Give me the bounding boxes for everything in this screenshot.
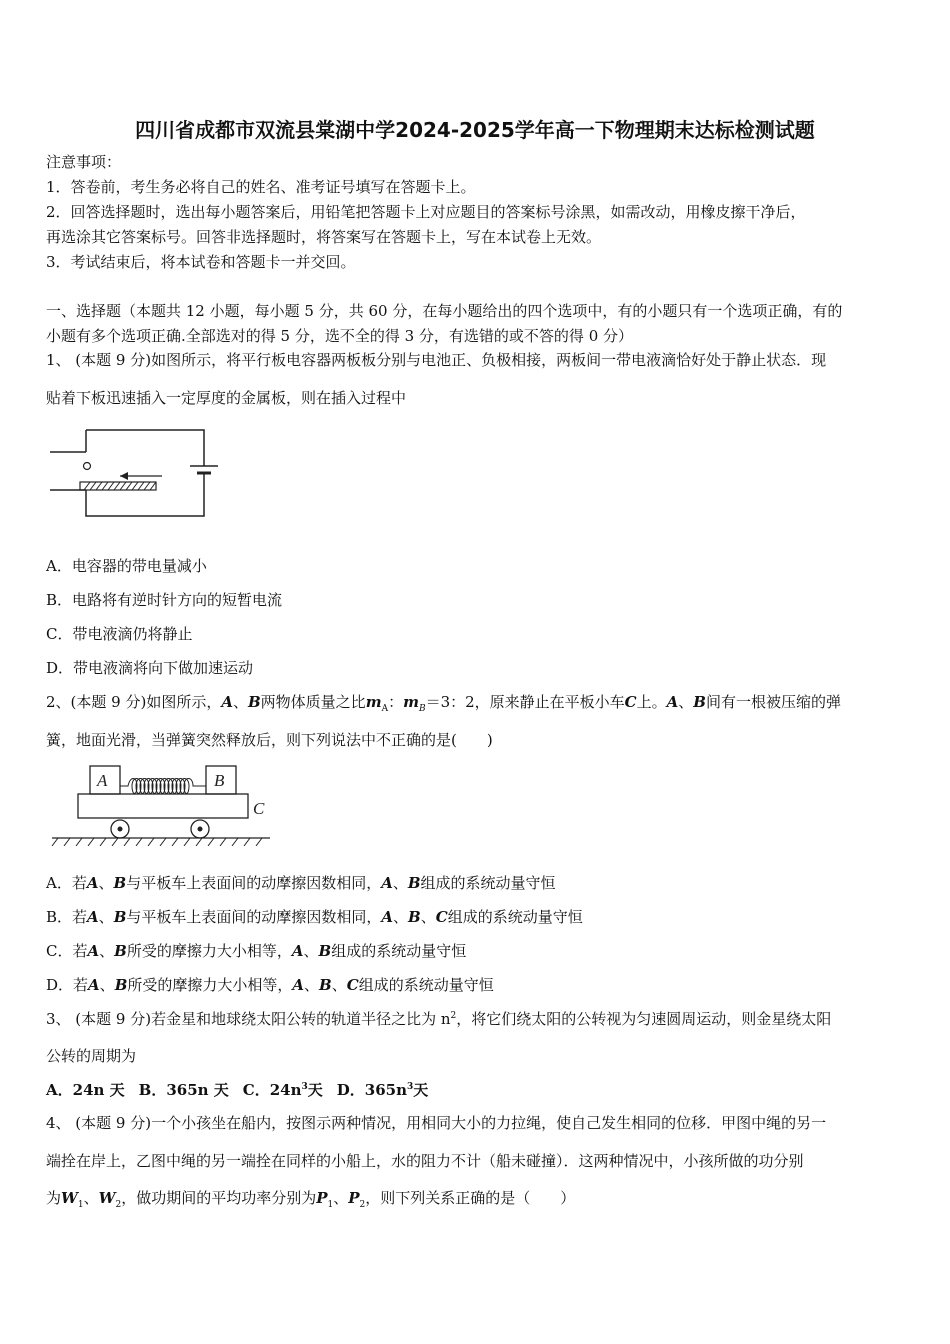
q1-option: C．带电液滴仍将静止 [46, 625, 193, 643]
q3-stem-line1: 3、 (本题 9 分)若金星和地球绕太阳公转的轨道半径之比为 $n^2$，将它们绕太阳的公转视为匀速圆周运动，则金星绕太阳 [46, 1010, 832, 1028]
notice-heading: 注意事项： [46, 153, 122, 171]
q1-stem: 1、 (本题 9 分)如图所示，将平行板电容器两板板分别与电池正、负极相接，两板间一带电液滴恰好处于静止状态．现 [46, 351, 827, 369]
svg-text:B: B [214, 771, 225, 790]
q3-option-d: D．$365n^3$天 [336, 1081, 429, 1099]
q3-stem-line2: 公转的周期为 [46, 1047, 137, 1065]
q1-option: B．电路将有逆时针方向的短暂电流 [46, 591, 283, 609]
q1-option: D．带电液滴将向下做加速运动 [46, 659, 254, 677]
q4-stem: 端拴在岸上，乙图中绳的另一端拴在同样的小船上，水的阻力不计（船未碰撞）．这两种情况中，小孩所做的功分别 [46, 1152, 804, 1170]
q2-option: D．若A、B所受的摩擦力大小相等，A、B、C组成的系统动量守恒 [46, 976, 494, 994]
notice-item: 2．回答选择题时，选出每小题答案后，用铅笔把答题卡上对应题目的答案标号涂黑，如需改动，用橡皮擦干净后， [46, 203, 806, 221]
notice-item: 再选涂其它答案标号。回答非选择题时，将答案写在答题卡上，写在本试卷上无效。 [46, 228, 602, 246]
droplet [84, 463, 91, 470]
q2-option: A．若A、B与平板车上表面间的动摩擦因数相同，A、B组成的系统动量守恒 [46, 874, 556, 892]
q2-option: C．若A、B所受的摩擦力大小相等，A、B组成的系统动量守恒 [46, 942, 467, 960]
q1-option: A．电容器的带电量减小 [46, 557, 207, 575]
page-title: 四川省成都市双流县棠湖中学2024-2025学年高一下物理期末达标检测试题 [135, 118, 815, 142]
q1-stem: 贴着下板迅速插入一定厚度的金属板，则在插入过程中 [46, 389, 407, 407]
notice-item: 1．答卷前，考生务必将自己的姓名、准考证号填写在答题卡上。 [46, 178, 476, 196]
q3-option-b: B．365n 天 [138, 1081, 229, 1099]
section-intro: 一、选择题（本题共 12 小题，每小题 5 分，共 60 分，在每小题给出的四个选项中，有的小题只有一个选项正确，有的 [46, 302, 843, 320]
q2-option: B．若A、B与平板车上表面间的动摩擦因数相同，A、B、C组成的系统动量守恒 [46, 908, 583, 926]
q4-stem: 4、 (本题 9 分)一个小孩坐在船内，按图示两种情况，用相同大小的力拉绳，使自己发生相同的位移．甲图中绳的另一 [46, 1114, 827, 1132]
q3-option-c: C．$24n^3$天 [242, 1081, 323, 1099]
q2-stem-line2: 簧，地面光滑，当弹簧突然释放后，则下列说法中不正确的是( ) [46, 731, 493, 749]
svg-text:A: A [97, 771, 108, 790]
q4-stem-line3: 为$W_1$、$W_2$，做功期间的平均功率分别为$P_1$、$P_2$，则下列关系正确的是（ ） [46, 1189, 576, 1210]
notice-item: 3．考试结束后，将本试卷和答题卡一并交回。 [46, 253, 356, 271]
section-intro: 小题有多个选项正确.全部选对的得 5 分，选不全的得 3 分，有选错的或不答的得 0 分） [46, 327, 634, 345]
cart-spring-figure [48, 762, 272, 846]
svg-text:C: C [253, 799, 265, 818]
capacitor-circuit-figure [50, 426, 220, 522]
q2-stem-line1: 2、(本题 9 分)如图所示，A、B两物体质量之比$m_A$：$m_B=3$：2，原来静止在平板小车C上。A、B间有一根被压缩的弹 [46, 693, 841, 714]
q3-option-a: A．24n 天 [46, 1081, 125, 1099]
q3-options [46, 1080, 428, 1100]
